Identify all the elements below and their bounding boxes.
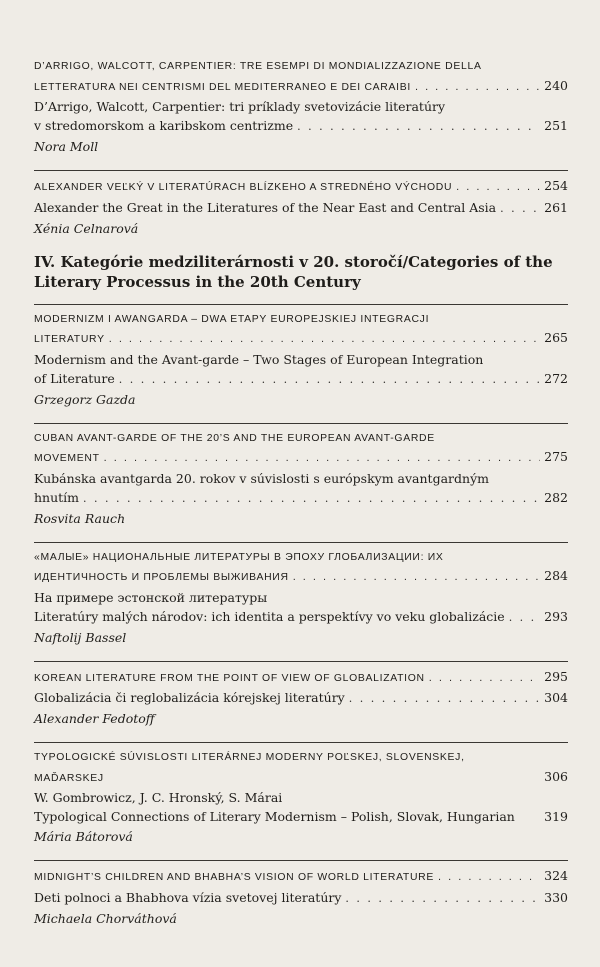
entry-subtitle-line <box>34 116 568 136</box>
page-number: 272 <box>544 370 568 386</box>
entry-title-line <box>34 430 568 449</box>
entry-title-line <box>34 58 568 77</box>
entry-subtitle-line <box>34 469 568 488</box>
entry-title-line <box>34 311 568 330</box>
page-number: 319 <box>544 809 568 824</box>
dot-leader <box>509 608 540 627</box>
entry-text: «МАЛЫЕ» НАЦИОНАЛЬНЫЕ ЛИТЕРАТУРЫ В ЭПОХУ ГЛОБАЛИЗАЦИИ: ИХ <box>34 551 444 563</box>
page-number: 293 <box>544 608 568 624</box>
entry-text: ALEXANDER VEĽKÝ V LITERATÚRACH BLÍZKEHO A STREDNÉHO VÝCHODU <box>34 182 453 193</box>
section-heading <box>34 252 568 292</box>
toc-entry <box>34 542 568 647</box>
table-of-contents <box>34 58 568 942</box>
entry-text: D’Arrigo, Walcott, Carpentier: tri príklady svetovizácie literatúry <box>34 99 446 114</box>
entry-subtitle-line <box>34 788 568 807</box>
entry-subtitle-line <box>34 97 568 116</box>
entry-text: ИДЕНТИЧНОСТЬ И ПРОБЛЕМЫ ВЫЖИВАНИЯ <box>34 572 289 583</box>
page-number: 304 <box>544 690 568 705</box>
entry-text: LITERATURY <box>34 334 105 345</box>
entry-author: Mária Bátorová <box>34 829 133 844</box>
entry-text: v stredomorskom a karibskom centrizme <box>34 118 294 133</box>
page-number: 275 <box>544 449 568 464</box>
dot-leader <box>345 889 540 908</box>
entry-text: D’ARRIGO, WALCOTT, CARPENTIER: TRE ESEMPI DI MONDIALIZZAZIONE DELLA <box>34 61 482 72</box>
entry-title-line <box>34 668 568 689</box>
section-title-line-2: Literary Processus in the 20th Century <box>34 272 361 291</box>
entry-subtitle-line <box>34 588 568 607</box>
entry-author: Grzegorz Gazda <box>34 391 136 407</box>
entry-text: Literatúry malých národov: ich identita a perspektívy vo veku globalizácie <box>34 608 505 624</box>
entry-title-line <box>34 177 568 198</box>
entry-author: Naftolij Bassel <box>34 629 127 645</box>
entry-text: of Literature <box>34 370 115 386</box>
toc-entry <box>34 860 568 928</box>
page-number: 261 <box>544 199 568 215</box>
toc-entry <box>34 58 568 156</box>
entry-text: Globalizácia či reglobalizácia kórejskej literatúry <box>34 690 345 705</box>
entry-text: MOVEMENT <box>34 453 100 464</box>
entry-text: Typological Connections of Literary Modernism – Polish, Slovak, Hungarian <box>34 809 515 824</box>
entry-title-line <box>34 768 568 789</box>
page-number: 282 <box>544 489 568 505</box>
entry-subtitle-line <box>34 350 568 369</box>
page-number: 330 <box>544 889 568 905</box>
dot-leader <box>429 669 540 688</box>
dot-leader <box>438 868 540 887</box>
entry-title-line <box>34 567 568 588</box>
entry-text: MAĎARSKEJ <box>34 772 104 784</box>
entry-text: CUBAN AVANT-GARDE OF THE 20’S AND THE EUROPEAN AVANT-GARDE <box>34 432 435 444</box>
entry-text: LETTERATURA NEI CENTRISMI DEL MEDITERRANEO E DEI CARAIBI <box>34 81 411 93</box>
page-number: 295 <box>544 668 568 684</box>
toc-entries-after-section <box>34 304 568 928</box>
entry-author: Michaela Chorváthová <box>34 910 177 926</box>
dot-leader <box>415 78 540 97</box>
dot-leader <box>297 117 540 136</box>
toc-entry <box>34 170 568 238</box>
entry-text: MIDNIGHT’S CHILDREN AND BHABHA’S VISION OF WORLD LITERATURE <box>34 872 435 883</box>
entry-text: Modernism and the Avant-garde – Two Stages of European Integration <box>34 351 484 367</box>
entry-subtitle-line <box>34 888 568 908</box>
dot-leader <box>349 689 540 708</box>
toc-entries-before-section <box>34 58 568 238</box>
dot-leader <box>83 489 540 508</box>
entry-author: Xénia Celnarová <box>34 220 139 236</box>
entry-author: Nora Moll <box>34 139 99 154</box>
entry-title-line <box>34 749 568 768</box>
entry-title-line <box>34 867 568 888</box>
entry-text: Alexander the Great in the Literatures of the Near East and Central Asia <box>34 199 497 215</box>
entry-text: hnutím <box>34 489 80 505</box>
page-number: 254 <box>544 178 568 193</box>
dot-leader <box>119 370 540 389</box>
dot-leader <box>456 178 540 197</box>
entry-subtitle-line <box>34 688 568 708</box>
dot-leader <box>104 449 541 468</box>
page-number: 251 <box>544 118 568 133</box>
toc-entry <box>34 742 568 846</box>
entry-author: Rosvita Rauch <box>34 510 126 526</box>
dot-leader <box>293 568 540 587</box>
entry-subtitle-line <box>34 198 568 218</box>
entry-title-line <box>34 549 568 568</box>
page-number: 265 <box>544 330 568 345</box>
entry-title-line <box>34 329 568 350</box>
entry-author: Alexander Fedotoff <box>34 711 155 726</box>
page-number: 324 <box>544 868 568 883</box>
entry-text: TYPOLOGICKÉ SÚVISLOSTI LITERÁRNEJ MODERNY POĽSKEJ, SLOVENSKEJ, <box>34 752 465 763</box>
dot-leader <box>109 330 540 349</box>
entry-title-line <box>34 448 568 469</box>
entry-text: KOREAN LITERATURE FROM THE POINT OF VIEW OF GLOBALIZATION <box>34 672 425 684</box>
entry-text: MODERNIZM I AWANGARDA – DWA ETAPY EUROPEJSKIEJ INTEGRACJI <box>34 313 430 325</box>
entry-subtitle-line <box>34 607 568 627</box>
toc-entry <box>34 304 568 409</box>
entry-subtitle-line <box>34 369 568 389</box>
page-number: 240 <box>544 77 568 93</box>
toc-entry <box>34 423 568 528</box>
dot-leader <box>500 199 540 218</box>
entry-text: W. Gombrowicz, J. C. Hronský, S. Márai <box>34 790 283 805</box>
entry-text: Kubánska avantgarda 20. rokov v súvislosti s európskym avantgardným <box>34 470 489 486</box>
page-number: 306 <box>544 768 568 784</box>
entry-subtitle-line <box>34 488 568 508</box>
section-title-line-1: IV. Kategórie medziliterárnosti v 20. storočí/Categories of the <box>34 252 553 271</box>
entry-subtitle-line <box>34 807 568 826</box>
toc-entry <box>34 661 568 729</box>
entry-text: На примере эстонской литературы <box>34 589 268 605</box>
page-number: 284 <box>544 568 568 583</box>
entry-title-line <box>34 77 568 98</box>
entry-text: Deti polnoci a Bhabhova vízia svetovej literatúry <box>34 889 342 905</box>
